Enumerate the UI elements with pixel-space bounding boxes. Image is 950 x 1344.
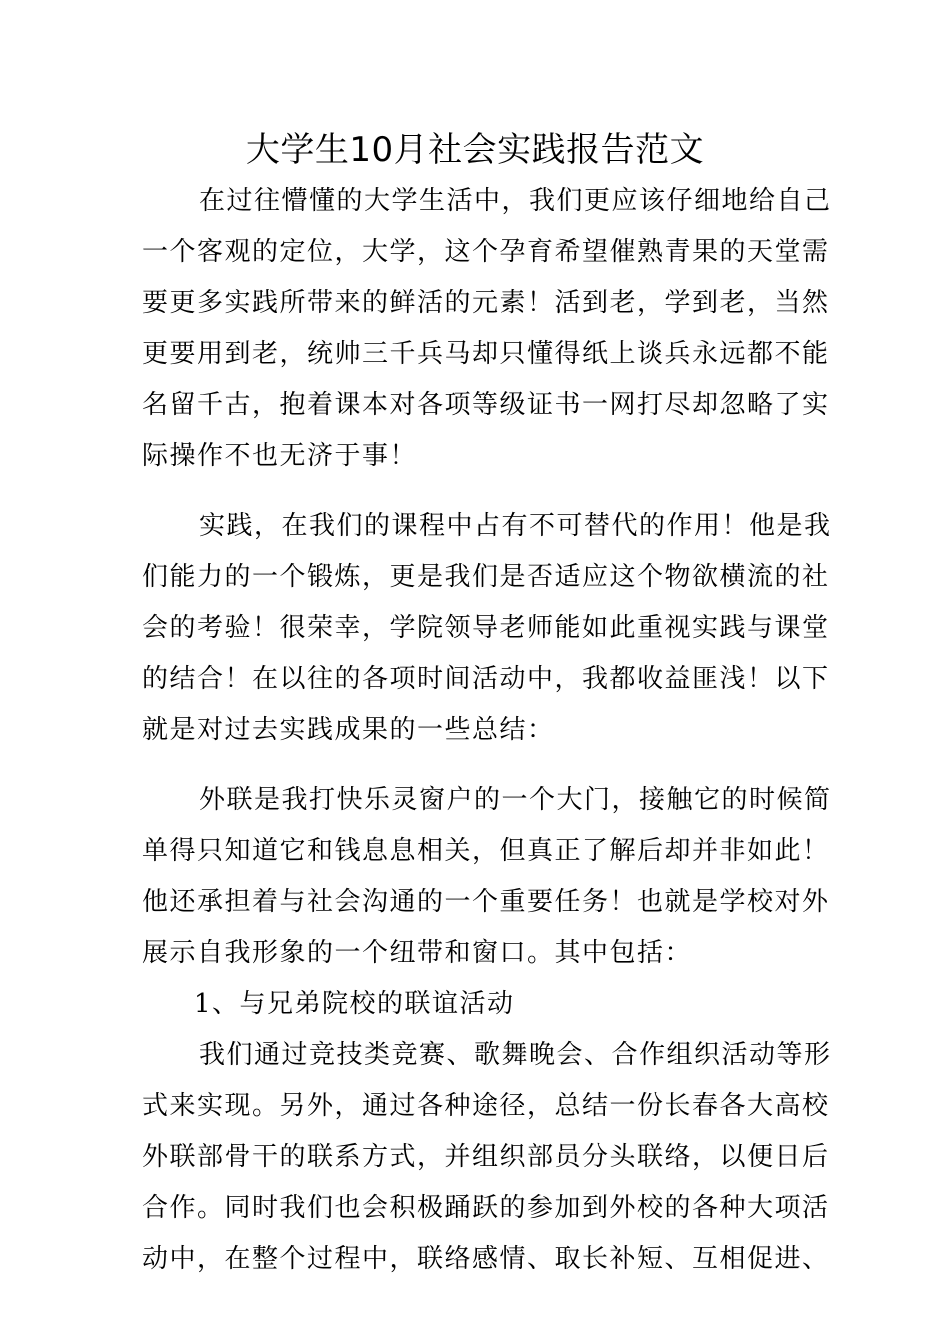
text-line: 我们通过竞技类竞赛、歌舞晚会、合作组织活动等形: [199, 1040, 832, 1070]
text-line: 外联是我打快乐灵窗户的一个大门，接触它的时候简: [199, 785, 832, 815]
document-body: [142, 176, 832, 1285]
text-line: 会的考验！很荣幸，学院领导老师能如此重视实践与课堂: [142, 613, 830, 643]
text-line: 式来实现。另外，通过各种途径，总结一份长春各大高校: [142, 1091, 830, 1121]
text-line: 1、与兄弟院校的联谊活动: [194, 989, 515, 1019]
text-line: 合作。同时我们也会积极踊跃的参加到外校的各种大项活: [142, 1193, 830, 1223]
text-line: 他还承担着与社会沟通的一个重要任务！也就是学校对外: [142, 887, 830, 917]
text-line: 名留千古，抱着课本对各项等级证书一网打尽却忽略了实: [142, 390, 830, 420]
list-heading: [142, 979, 808, 1030]
text-line: 外联部骨干的联系方式，并组织部员分头联络，以便日后: [142, 1142, 830, 1172]
paragraph: [142, 775, 832, 979]
paragraph: [142, 176, 832, 482]
text-line: 单得只知道它和钱息息相关，但真正了解后却并非如此！: [142, 836, 830, 866]
text-line: 际操作不也无济于事！: [142, 441, 418, 471]
text-line: 在过往懵懂的大学生活中，我们更应该仔细地给自己: [199, 186, 832, 216]
text-line: 们能力的一个锻炼，更是我们是否适应这个物欲横流的社: [142, 562, 830, 592]
text-line: 实践，在我们的课程中占有不可替代的作用！他是我: [199, 511, 832, 541]
document-title: 大学生10月社会实践报告范文: [245, 130, 705, 170]
text-line: 动中，在整个过程中，联络感情、取长补短、互相促进、: [142, 1244, 830, 1274]
text-line: 展示自我形象的一个纽带和窗口。其中包括：: [142, 938, 693, 968]
text-line: 一个客观的定位，大学，这个孕育希望催熟青果的天堂需: [142, 237, 830, 267]
text-line: 的结合！在以往的各项时间活动中，我都收益匪浅！以下: [142, 664, 830, 694]
text-line: 更要用到老，统帅三千兵马却只懂得纸上谈兵永远都不能: [142, 339, 830, 369]
text-line: 要更多实践所带来的鲜活的元素！活到老，学到老，当然: [142, 288, 830, 318]
paragraph: [142, 1030, 832, 1285]
text-line: 就是对过去实践成果的一些总结：: [142, 715, 555, 745]
paragraph: [142, 501, 832, 756]
